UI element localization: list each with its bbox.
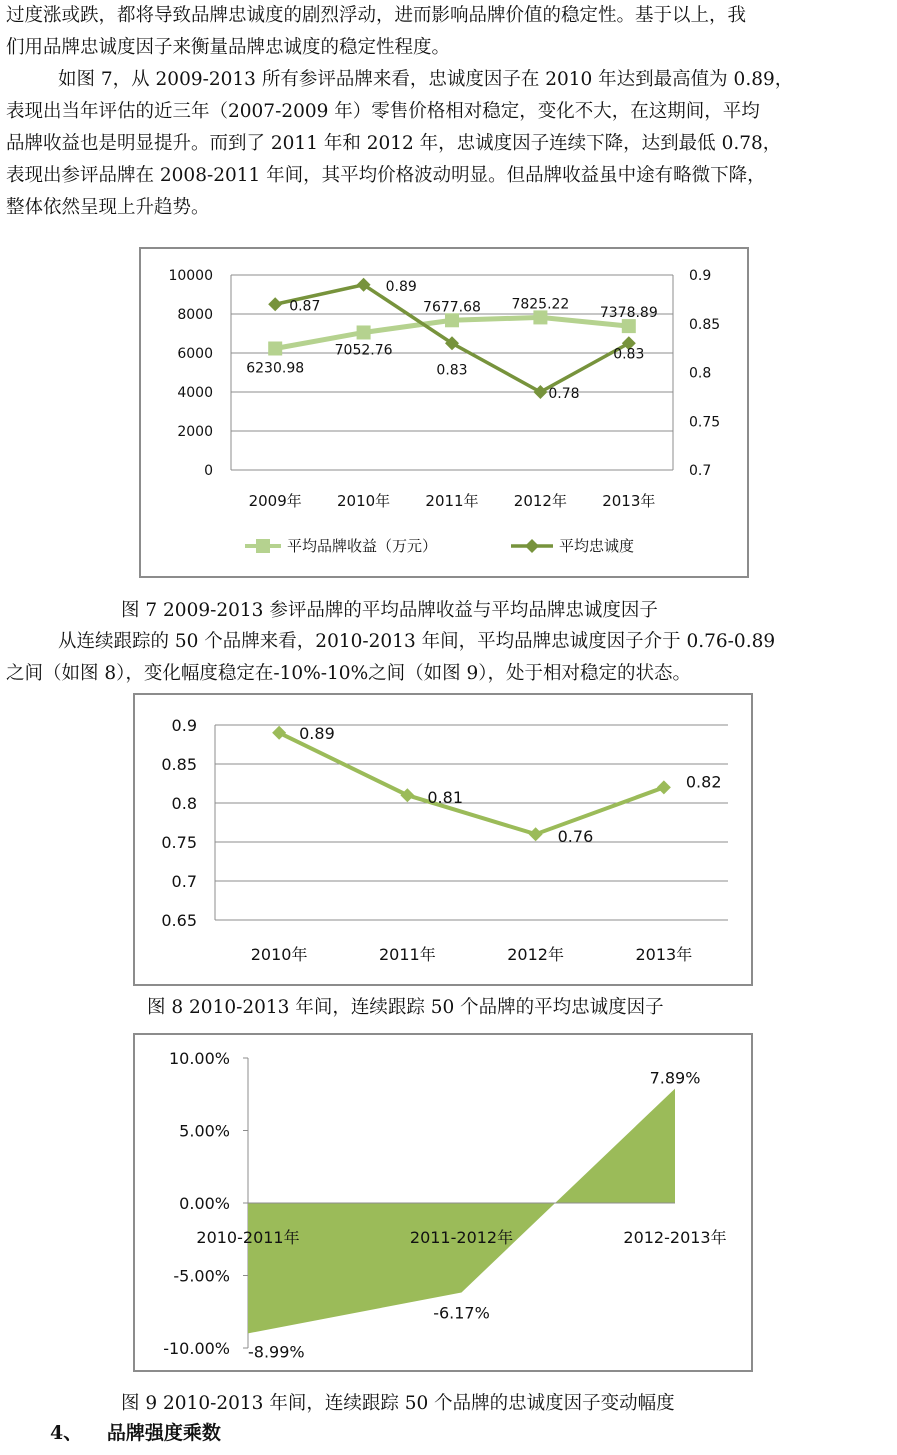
fig7-paragraph bbox=[6, 64, 886, 224]
x-tick-label: 2012年 bbox=[507, 945, 564, 964]
fig7-chart bbox=[139, 247, 749, 578]
fig8-paragraph bbox=[6, 626, 886, 690]
x-tick-label: 2011-2012年 bbox=[409, 1228, 514, 1247]
y-tick-label-left: 6000 bbox=[177, 346, 213, 362]
y-tick-label: -5.00% bbox=[173, 1266, 230, 1286]
fig7-caption: 图 7 2009-2013 参评品牌的平均品牌收益与平均品牌忠诚度因子 bbox=[121, 600, 658, 621]
y-tick-label-left: 0 bbox=[204, 463, 213, 479]
revenue-data-label: 7052.76 bbox=[334, 342, 393, 359]
y-tick-label-left: 10000 bbox=[168, 268, 213, 284]
text-line: 们用品牌忠诚度因子来衡量品牌忠诚度的稳定性程度。 bbox=[6, 37, 451, 58]
fig8-chart-svg bbox=[135, 695, 751, 984]
fig8-chart bbox=[133, 693, 753, 986]
y-tick-label-left: 4000 bbox=[177, 385, 213, 401]
y-tick-label: 10.00% bbox=[168, 1049, 230, 1068]
area-fill bbox=[248, 1089, 675, 1334]
y-tick-label-left: 2000 bbox=[177, 424, 213, 440]
fig8-caption: 图 8 2010-2013 年间，连续跟踪 50 个品牌的平均忠诚度因子 bbox=[147, 997, 664, 1018]
data-label: 0.76 bbox=[557, 827, 594, 847]
section-title: 品牌强度乘数 bbox=[106, 1422, 221, 1444]
fig9-chart bbox=[133, 1033, 753, 1372]
y-tick-label-right: 0.9 bbox=[689, 268, 712, 284]
loyalty-point bbox=[533, 385, 547, 399]
loyalty-data-label: 0.83 bbox=[613, 346, 645, 363]
y-tick-label-left: 8000 bbox=[177, 307, 213, 323]
fig9-caption: 图 9 2010-2013 年间，连续跟踪 50 个品牌的忠诚度因子变动幅度 bbox=[121, 1393, 675, 1414]
y-tick-label: -10.00% bbox=[163, 1339, 230, 1358]
revenue-data-label: 6230.98 bbox=[246, 360, 305, 377]
data-label: 0.89 bbox=[299, 723, 335, 743]
top-paragraph bbox=[6, 0, 886, 64]
loyalty-point bbox=[268, 297, 282, 311]
revenue-point bbox=[533, 310, 547, 324]
y-tick-label: 0.8 bbox=[171, 794, 197, 813]
y-tick-label: 0.75 bbox=[161, 833, 197, 852]
revenue-data-label: 7378.89 bbox=[599, 305, 658, 322]
revenue-point bbox=[268, 341, 282, 355]
x-tick-label: 2009年 bbox=[248, 492, 302, 510]
y-tick-label: 0.65 bbox=[161, 911, 197, 930]
x-tick-label: 2013年 bbox=[635, 945, 693, 964]
data-label: -6.17% bbox=[433, 1303, 490, 1323]
revenue-data-label: 7825.22 bbox=[511, 296, 570, 313]
text-line: 过度涨或跌，都将导致品牌忠诚度的剧烈浮动，进而影响品牌价值的稳定性。基于以上，我 bbox=[6, 5, 747, 26]
legend-swatch-marker bbox=[525, 539, 539, 553]
loyalty-data-label: 0.89 bbox=[385, 278, 417, 295]
y-tick-label-right: 0.85 bbox=[689, 316, 721, 333]
data-point bbox=[529, 827, 543, 841]
series-line bbox=[279, 733, 664, 834]
text-line: 如图 7，从 2009-2013 所有参评品牌来看，忠诚度因子在 2010 年达到最高值为 0.89， bbox=[58, 69, 794, 90]
text-line: 整体依然呈现上升趋势。 bbox=[6, 197, 210, 218]
x-tick-label: 2012-2013年 bbox=[623, 1228, 727, 1247]
data-label: 0.82 bbox=[685, 772, 722, 792]
legend-swatch-marker bbox=[256, 539, 270, 553]
data-point bbox=[657, 780, 671, 794]
y-tick-label: 5.00% bbox=[179, 1121, 230, 1141]
y-tick-label: 0.85 bbox=[161, 755, 197, 774]
x-tick-label: 2011年 bbox=[425, 492, 479, 510]
x-tick-label: 2010年 bbox=[250, 945, 308, 964]
x-tick-label: 2010-2011年 bbox=[196, 1228, 300, 1247]
section-number: 4、 bbox=[50, 1422, 83, 1444]
text-line: 从连续跟踪的 50 个品牌来看，2010-2013 年间，平均品牌忠诚度因子介于 0.76-0.89 bbox=[58, 631, 776, 652]
x-tick-label: 2013年 bbox=[602, 492, 656, 510]
loyalty-data-label: 0.87 bbox=[289, 298, 321, 315]
data-label: -8.99% bbox=[248, 1342, 305, 1362]
x-tick-label: 2012年 bbox=[513, 492, 567, 510]
fig7-chart-svg bbox=[141, 249, 747, 576]
section-heading bbox=[50, 1418, 221, 1445]
x-tick-label: 2011年 bbox=[379, 945, 436, 964]
revenue-data-label: 7677.68 bbox=[423, 299, 481, 316]
data-point bbox=[400, 788, 414, 802]
y-tick-label: 0.7 bbox=[171, 872, 197, 891]
y-tick-label-right: 0.75 bbox=[689, 414, 721, 431]
data-label: 0.81 bbox=[427, 788, 463, 808]
data-label: 7.89% bbox=[649, 1068, 701, 1088]
y-tick-label: 0.00% bbox=[179, 1194, 230, 1213]
data-point bbox=[272, 726, 286, 740]
y-tick-label-right: 0.7 bbox=[689, 463, 712, 479]
x-tick-label: 2010年 bbox=[337, 492, 391, 510]
loyalty-data-label: 0.83 bbox=[436, 362, 468, 379]
text-line: 表现出参评品牌在 2008-2011 年间，其平均价格波动明显。但品牌收益虽中途有略微下降， bbox=[6, 165, 766, 186]
y-tick-label-right: 0.8 bbox=[689, 365, 712, 382]
fig9-chart-svg bbox=[135, 1035, 751, 1370]
y-tick-label: 0.9 bbox=[171, 716, 197, 735]
revenue-point bbox=[445, 313, 459, 327]
text-line: 表现出当年评估的近三年（2007-2009 年）零售价格相对稳定，变化不大，在这期间，平均 bbox=[6, 101, 760, 122]
legend-label: 平均品牌收益（万元） bbox=[287, 537, 438, 555]
text-line: 之间（如图 8），变化幅度稳定在-10%-10%之间（如图 9），处于相对稳定的状态。 bbox=[6, 663, 692, 684]
revenue-point bbox=[622, 319, 636, 333]
loyalty-data-label: 0.78 bbox=[548, 386, 580, 402]
legend-label: 平均忠诚度 bbox=[559, 537, 635, 555]
text-line: 品牌收益也是明显提升。而到了 2011 年和 2012 年，忠诚度因子连续下降，达到最低 0.78， bbox=[6, 133, 782, 154]
revenue-point bbox=[357, 325, 371, 339]
